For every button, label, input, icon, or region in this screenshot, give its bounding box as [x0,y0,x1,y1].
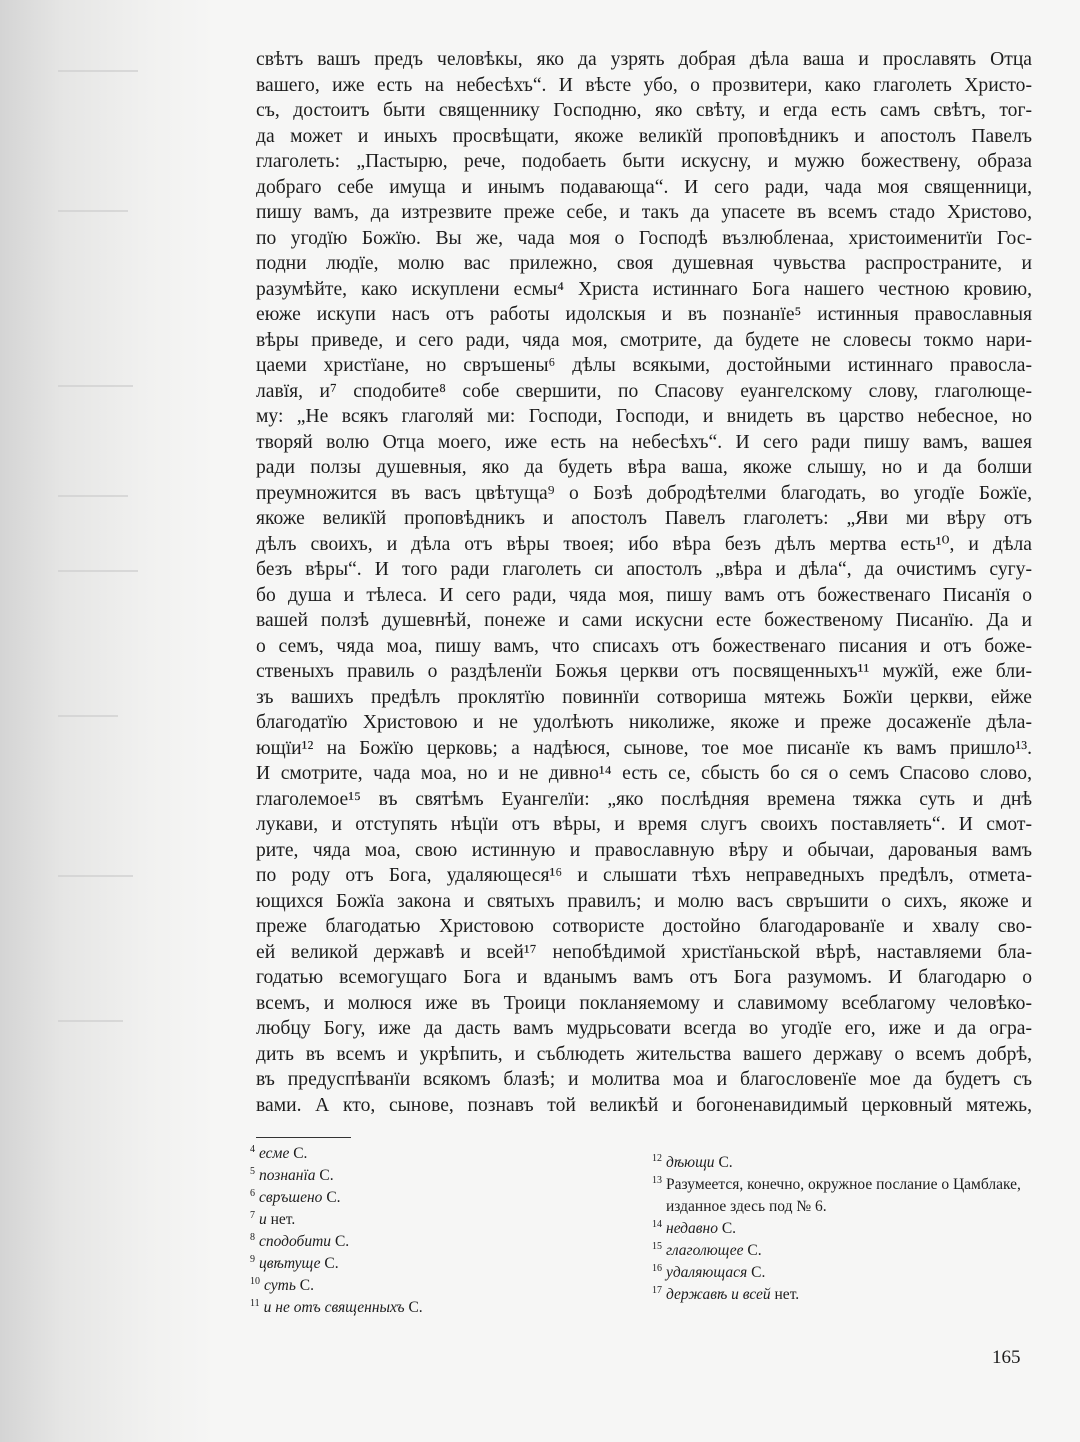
text-line: рите, чяда моа, свою истинную и православную вѣру и обычаи, дарованыя вамъ [256,839,1032,861]
footnote [652,1284,1042,1306]
footnote-source: С. [718,1154,733,1171]
text-line: глаголеть: „Пастырю, рече, подобаеть быти искусну, и мужю божествену, образа [256,151,1032,172]
footnote-source: С. [293,1145,308,1162]
text-line: глаголемое¹⁵ въ святѣмъ Еуангелїи: „яко послѣдняя времена тяжка суть и днѣ [256,788,1032,810]
text-line: добраго себе имуща и инымъ подавающа“. И сего ради, чада моя священници, [256,176,1032,198]
footnote-number: 4 [250,1144,255,1155]
footnote-variant: недавно [666,1220,718,1237]
footnote-variant: свръшено [259,1189,323,1206]
footnote-source: С. [721,1220,737,1237]
footnote [250,1253,580,1275]
footnote [250,1143,580,1165]
footnote [652,1174,1042,1218]
footnote-number: 6 [250,1188,255,1199]
bleed-mark [58,385,133,387]
footnote-number: 11 [250,1298,260,1309]
footnote-number: 9 [250,1254,255,1265]
footnote-text: Разумеется, конечно, окружное послание о Цамблаке, изданное здесь под № 6. [666,1176,1021,1215]
text-line: безъ вѣры“. И того ради глаголеть си апостолъ „вѣра и дѣла“, да очистимъ сугу- [256,559,1032,580]
bleed-mark [58,495,128,497]
text-line: преже благодатью Христовою сотвористе достойно благодарованїе и хвалу сво- [256,916,1032,937]
footnote-variant: познанїа [259,1167,316,1184]
footnote-number: 10 [250,1276,260,1287]
footnote-number: 5 [250,1166,255,1177]
text-line: якоже великїй проповѣдникъ и апостолъ Павелъ глаголетъ: „Яви ми вѣру отъ [256,508,1032,529]
text-line: разумѣйте, како искуплени есмы⁴ Христа истиннаго Бога нашего честною кровию, [256,278,1032,300]
bleed-mark [58,715,118,717]
footnote [250,1297,580,1319]
text-line: дить въ всемъ и укрѣпить, и съблюдеть жительства вашего державу о всемъ добрѣ, [256,1043,1032,1065]
footnote-variant: удаляющася [666,1264,748,1281]
text-line: да может и иныхъ просвѣщати, якоже великїй проповѣдникъ и апостолъ Павелъ [256,125,1032,147]
footnote [250,1187,580,1209]
footnote-variant: суть [264,1277,296,1294]
footnote-number: 17 [652,1285,662,1296]
footnote-source: нет. [774,1286,800,1303]
footnote-source: С. [324,1255,339,1272]
text-line: всемъ, и молюся иже въ Троици покланяемому и славимому всеблагому человѣко- [256,992,1032,1014]
footnote [250,1209,580,1231]
text-line: годатью всемогущаго Бога и вданымъ вамъ отъ Бога разумомъ. И благодарю о [256,967,1032,988]
text-line: му: „Не всякъ глаголяй ми: Господи, Господи, и внидеть въ царство небесное, но [256,406,1032,427]
text-line: вами. А кто, сынове, познавъ той великѣй и богоненавидимый церковный мятежь, [256,1094,1032,1116]
footnote [652,1218,1042,1240]
text-line: о семъ, чяда моа, пишу вамъ, что списахъ отъ божественаго писания и отъ боже- [256,635,1032,657]
footnote-source: С. [751,1264,766,1281]
text-line: вашей ползѣ душевнѣй, понеже и сами искусни есте божественому Писанїю. Да и [256,610,1032,631]
footnote [250,1275,580,1297]
text-line: ственыхъ правиль о раздѣленїи Божья церкви отъ посвященныхъ¹¹ мужїй, еже бли- [256,661,1032,682]
text-line: съ, достоитъ быти священнику Господню, яко свѣту, и егда есть самъ свѣтъ, тог- [256,100,1032,121]
footnote-source: С. [334,1233,350,1250]
text-line: въ предуспѣванїи всякомъ блазѣ; и молитва моа и благословенїе мое да будетъ съ [256,1069,1032,1090]
bleed-mark [58,570,138,572]
text-line: бо душа и тѣлеса. И сего ради, чяда моя, пишу вамъ отъ божественаго Писанїя о [256,584,1032,606]
footnote-number: 7 [250,1210,255,1221]
text-line: цаеми христїане, но свръшены⁶ дѣлы всякыми, достойными истиннаго правосла- [256,355,1032,376]
footnote-separator [256,1137,351,1138]
text-line: ей великой державѣ и всей¹⁷ непобѣдимой христїаньской вѣрѣ, наставляеми бла- [256,941,1032,963]
footnote-number: 8 [250,1232,255,1243]
footnote-source: нет. [270,1211,296,1228]
footnote-variant: есме [259,1145,290,1162]
footnote-variant: державѣ и всей [666,1286,771,1303]
footnote [652,1152,1042,1174]
footnote [250,1165,580,1187]
footnote-number: 14 [652,1219,662,1230]
text-line: ющихся Божїа закона и святыхъ правилъ; и молю васъ свръшити о сихъ, якоже и [256,890,1032,912]
text-line: подни людїе, молю вас прилежно, своя душевная чувьства распространите, и [256,253,1032,274]
text-line: еюже искупи насъ отъ работы идолскыя и въ познанїе⁵ истинныя православныя [256,304,1032,325]
bleed-mark [58,70,138,72]
text-line: преумножится въ васъ цвѣтуща⁹ о Бозѣ добродѣтелми благодать, во угодїе Божїе, [256,482,1032,504]
footnote-variant: и не отъ священныхъ [263,1299,405,1316]
text-line: творяй волю Отца моего, иже есть на небесѣхъ“. И сего ради пишу вамъ, вашея [256,431,1032,453]
text-line: ради ползы душевныя, яко да будеть вѣра ваша, якоже слышу, но и да болши [256,457,1032,478]
footnote-number: 16 [652,1263,662,1274]
text-line: вашего, иже есть на небесѣхъ“. И вѣсте убо, о прозвитери, како глаголеть Христо- [256,74,1032,96]
text-line: зъ вашихъ предѣлъ проклятїю повиннїи сотвориша мятежь Божїи церкви, ейже [256,686,1032,708]
footnote-number: 15 [652,1241,662,1252]
footnote-variant: цвѣтуще [259,1255,321,1272]
bleed-mark [58,210,128,212]
text-line: лавїя, и⁷ сподобите⁸ собе свершити, по Спасову еуангелскому слову, глаголюще- [256,380,1032,402]
text-line: по угодїю Божїю. Вы же, чада моя о Господѣ възлюбленаа, христоименитїи Гос- [256,227,1032,249]
footnote [652,1262,1042,1284]
footnote-variant: сподобити [259,1233,332,1250]
text-line: вѣры приведе, и сего ради, чяда моя, смотрите, да будете не словесы токмо нари- [256,329,1032,351]
footnote-number: 13 [652,1175,662,1186]
footnote-source: С. [747,1242,762,1259]
binding-gutter [0,0,215,1442]
footnote-number: 12 [652,1153,662,1164]
text-line: по роду отъ Бога, удаляющеся¹⁶ и слышати тѣхъ неправедныхъ предѣлъ, отмета- [256,865,1032,886]
footnote [652,1240,1042,1262]
footnote-variant: глаголющее [666,1242,744,1259]
text-line: ющїи¹² на Божїю церковь; а надѣюся, сынове, тое мое писанїе къ вамъ пришло¹³. [256,737,1032,759]
footnotes-right-column [652,1152,1042,1306]
footnote-source: С. [408,1299,423,1316]
footnote-source: С. [326,1189,341,1206]
text-line: пишу вамъ, да изтрезвите преже себе, и такъ да упасете въ всемъ стадо Христово, [256,202,1032,223]
footnotes-left-column [250,1143,580,1319]
bleed-mark [58,875,133,877]
bleed-mark [58,1020,123,1022]
text-line: дѣлъ своихъ, и дѣла отъ вѣры твоея; ибо вѣра безъ дѣлъ мертва есть¹⁰, и дѣла [256,533,1032,555]
main-text-block [256,47,1032,1118]
text-line: лукави, и отступять нѣцїи отъ вѣры, и время слугъ своихъ поставляеть“. И смот- [256,814,1032,835]
text-line: И смотрите, чада моа, но и не дивно¹⁴ есть се, сбысть бо ся о семъ Спасово слово, [256,763,1032,784]
footnote-variant: дѣющи [666,1154,715,1171]
page-number: 165 [992,1347,1021,1368]
footnote-variant: и [259,1211,267,1228]
text-line: благодатїю Христовою и не удолѣють николиже, якоже и преже досаженїе дѣла- [256,712,1032,733]
text-line: свѣтъ вашъ предъ человѣкы, яко да узрять добрая дѣла ваша и прославять Отца [256,49,1032,70]
footnote-source: С. [299,1277,314,1294]
footnote-source: С. [319,1167,334,1184]
footnote [250,1231,580,1253]
text-line: любцу Богу, иже да дасть вамъ мудрьсовати всегда во угодїе его, иже и да огра- [256,1018,1032,1039]
